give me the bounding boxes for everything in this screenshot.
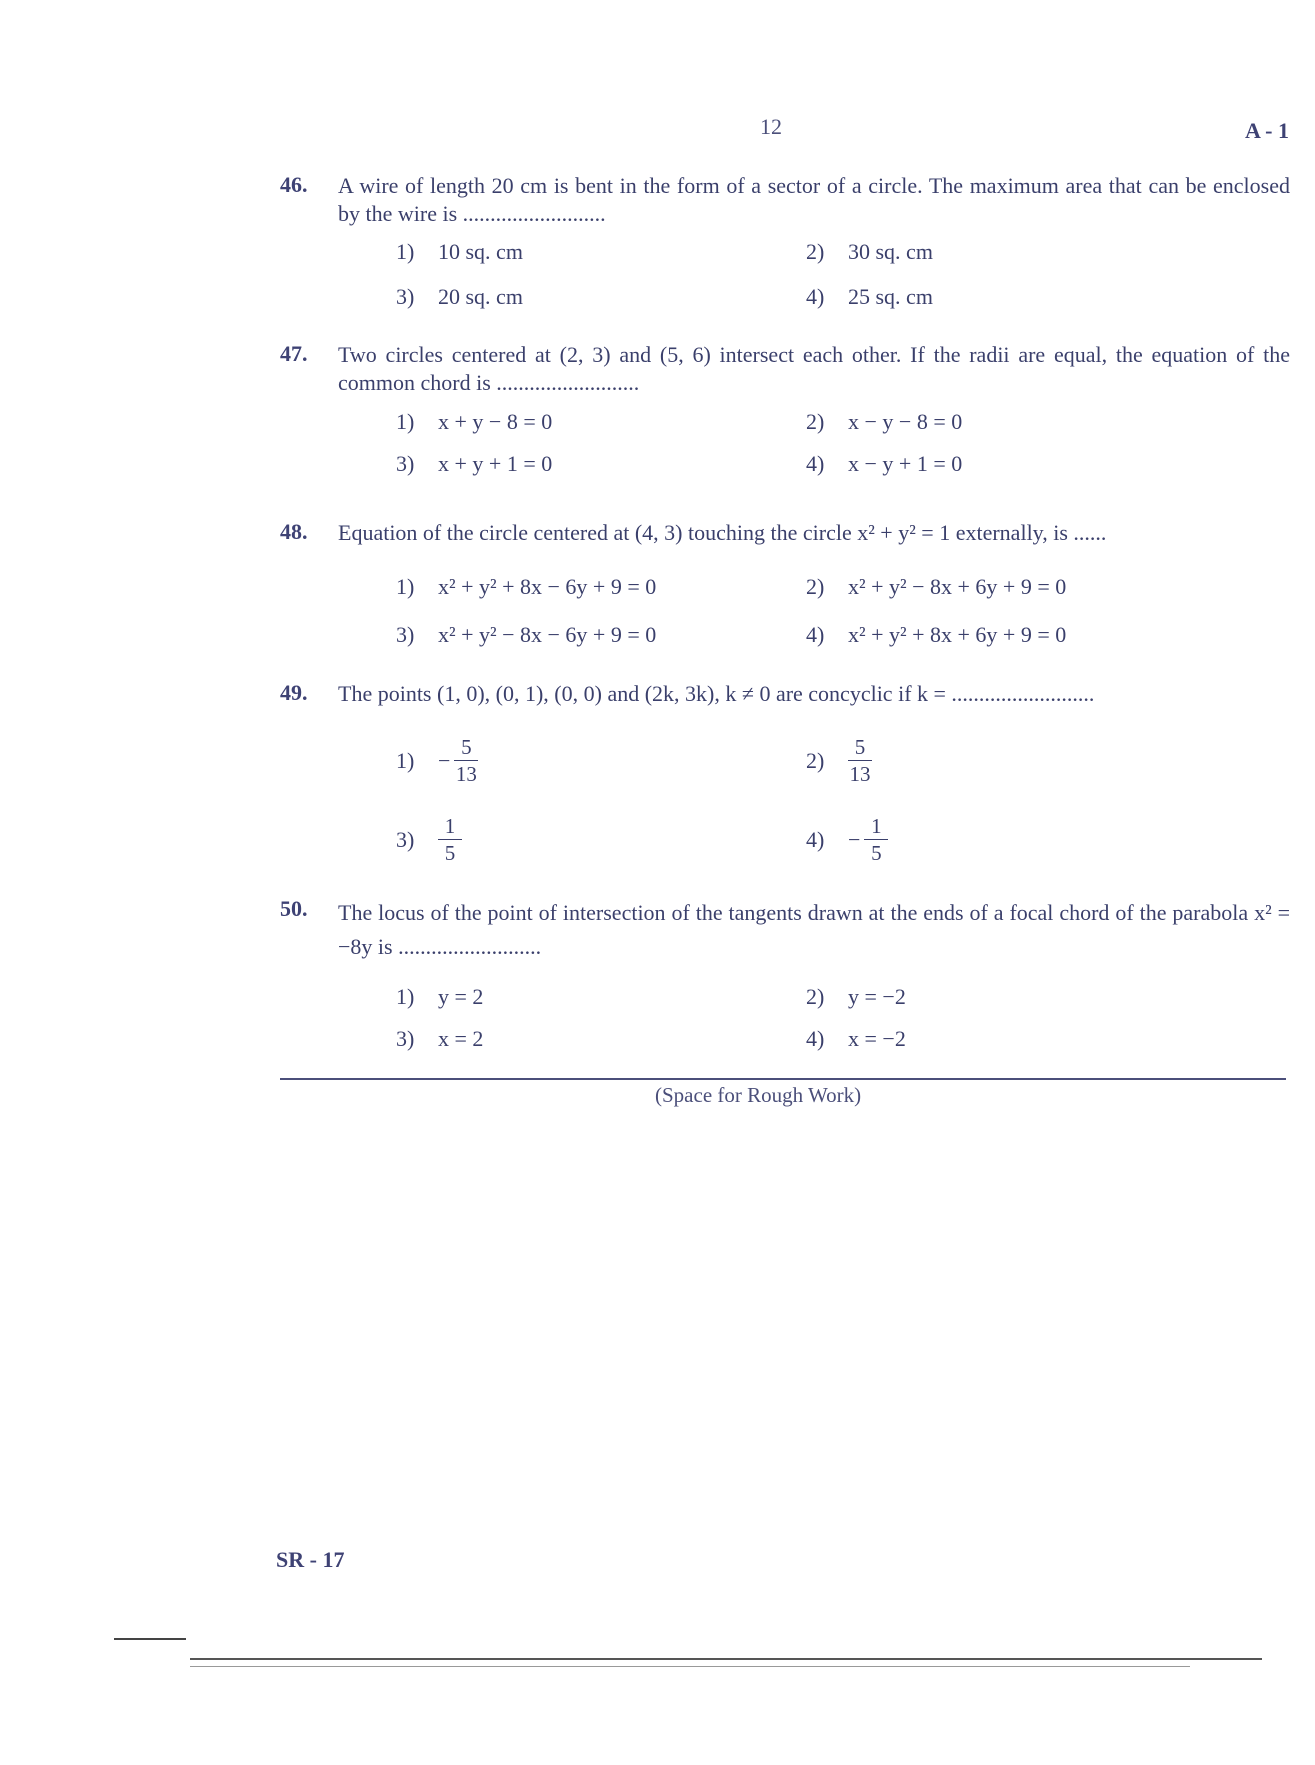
option-fraction bbox=[848, 734, 872, 787]
option-number: 1) bbox=[396, 984, 415, 1009]
option-49-1 bbox=[396, 734, 478, 787]
question-50 bbox=[280, 896, 1290, 964]
option-number: 4) bbox=[806, 284, 825, 309]
option-number: 3) bbox=[396, 622, 415, 647]
option-49-2 bbox=[806, 734, 872, 787]
question-46 bbox=[280, 172, 1290, 228]
option-50-2 bbox=[806, 984, 906, 1010]
option-49-3 bbox=[396, 813, 462, 866]
option-value: x = −2 bbox=[848, 1026, 906, 1051]
option-46-4 bbox=[806, 284, 933, 310]
option-number: 1) bbox=[396, 747, 415, 773]
option-sign: − bbox=[848, 826, 861, 852]
option-value: x − y − 8 = 0 bbox=[848, 409, 963, 434]
option-number: 2) bbox=[806, 574, 825, 599]
fraction-denominator: 5 bbox=[871, 841, 882, 865]
option-number: 2) bbox=[806, 409, 825, 434]
footer-code: SR - 17 bbox=[276, 1547, 345, 1572]
option-number: 1) bbox=[396, 409, 415, 434]
option-47-3 bbox=[396, 451, 552, 477]
option-46-2 bbox=[806, 239, 933, 265]
option-46-1 bbox=[396, 239, 523, 265]
question-number: 46. bbox=[280, 172, 308, 197]
option-46-3 bbox=[396, 284, 523, 310]
option-49-4 bbox=[806, 813, 888, 866]
option-value: y = −2 bbox=[848, 984, 906, 1009]
option-value: x = 2 bbox=[438, 1026, 484, 1051]
option-value: x − y + 1 = 0 bbox=[848, 451, 963, 476]
fraction-denominator: 5 bbox=[444, 841, 456, 865]
question-number: 50. bbox=[280, 896, 308, 921]
option-value: x² + y² + 8x + 6y + 9 = 0 bbox=[848, 622, 1067, 647]
scan-line bbox=[190, 1658, 1262, 1660]
fraction-denominator: 13 bbox=[455, 762, 477, 786]
option-48-4 bbox=[806, 622, 1066, 648]
option-48-3 bbox=[396, 622, 656, 648]
option-number: 2) bbox=[806, 984, 825, 1009]
option-number: 3) bbox=[396, 451, 415, 476]
paper-code: A - 1 bbox=[1245, 118, 1289, 143]
option-value: 25 sq. cm bbox=[848, 284, 933, 309]
fraction-numerator: 5 bbox=[461, 735, 472, 759]
question-47 bbox=[280, 341, 1290, 397]
option-48-1 bbox=[396, 574, 656, 600]
option-number: 2) bbox=[806, 747, 825, 773]
option-number: 3) bbox=[396, 284, 415, 309]
option-number: 3) bbox=[396, 826, 415, 852]
question-text: Equation of the circle centered at (4, 3) touching the circle x² + y² = 1 externally, is ...... bbox=[338, 520, 1107, 545]
option-value: 30 sq. cm bbox=[848, 239, 933, 264]
option-number: 4) bbox=[806, 622, 825, 647]
scan-line bbox=[114, 1638, 186, 1640]
question-49 bbox=[280, 680, 1290, 708]
fraction-denominator: 13 bbox=[849, 762, 871, 786]
option-number: 3) bbox=[396, 1026, 415, 1051]
option-47-1 bbox=[396, 409, 552, 435]
rough-work-label: (Space for Rough Work) bbox=[655, 1083, 862, 1107]
option-number: 4) bbox=[806, 826, 825, 852]
option-fraction bbox=[438, 813, 462, 866]
option-number: 1) bbox=[396, 574, 415, 599]
fraction-numerator: 1 bbox=[871, 814, 882, 838]
option-value: x + y − 8 = 0 bbox=[438, 409, 553, 434]
option-50-4 bbox=[806, 1026, 906, 1052]
option-50-3 bbox=[396, 1026, 483, 1052]
option-value: 20 sq. cm bbox=[438, 284, 523, 309]
fraction-numerator: 1 bbox=[444, 814, 456, 838]
option-47-4 bbox=[806, 451, 962, 477]
question-number: 49. bbox=[280, 680, 308, 705]
page-number: 12 bbox=[760, 114, 782, 139]
question-text: A wire of length 20 cm is bent in the form of a sector of a circle. The maximum area that can be enclosed by the wire is .......................... bbox=[338, 173, 1290, 226]
question-text: The locus of the point of intersection of the tangents drawn at the ends of a focal chord of the parabola x² = −8y is .......................... bbox=[338, 900, 1290, 959]
option-value: 10 sq. cm bbox=[438, 239, 523, 264]
option-number: 4) bbox=[806, 1026, 825, 1051]
fraction-numerator: 5 bbox=[854, 735, 866, 759]
question-text: Two circles centered at (2, 3) and (5, 6) intersect each other. If the radii are equal, the equation of the common chord is .......................... bbox=[338, 342, 1290, 395]
question-48 bbox=[280, 519, 1290, 547]
option-value: x + y + 1 = 0 bbox=[438, 451, 553, 476]
section-divider bbox=[280, 1078, 1286, 1080]
option-sign: − bbox=[438, 747, 451, 773]
question-number: 47. bbox=[280, 341, 308, 366]
option-number: 2) bbox=[806, 239, 825, 264]
option-number: 1) bbox=[396, 239, 415, 264]
question-number: 48. bbox=[280, 519, 308, 544]
option-fraction bbox=[454, 734, 478, 787]
option-50-1 bbox=[396, 984, 483, 1010]
question-text: The points (1, 0), (0, 1), (0, 0) and (2k, 3k), k ≠ 0 are concyclic if k = .......................... bbox=[338, 681, 1095, 706]
option-fraction bbox=[864, 813, 888, 866]
scan-line bbox=[190, 1666, 1190, 1667]
option-47-2 bbox=[806, 409, 962, 435]
option-48-2 bbox=[806, 574, 1066, 600]
option-number: 4) bbox=[806, 451, 825, 476]
option-value: x² + y² + 8x − 6y + 9 = 0 bbox=[438, 574, 657, 599]
option-value: x² + y² − 8x − 6y + 9 = 0 bbox=[438, 622, 657, 647]
option-value: y = 2 bbox=[438, 984, 484, 1009]
option-value: x² + y² − 8x + 6y + 9 = 0 bbox=[848, 574, 1067, 599]
